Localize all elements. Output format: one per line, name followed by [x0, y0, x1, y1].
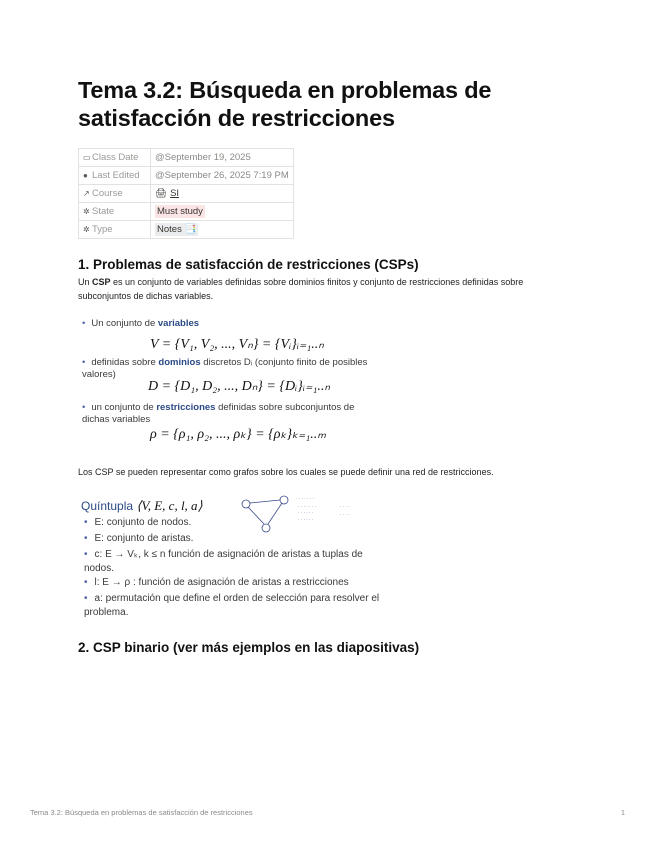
footer-page-number: 1: [620, 808, 625, 817]
property-value: Notes 📑: [157, 224, 197, 235]
status-icon: ✲: [83, 225, 90, 234]
property-row: [79, 185, 294, 203]
footer-title: Tema 3.2: Búsqueda en problemas de satisfacción de restricciones: [30, 808, 253, 817]
property-row: [79, 167, 294, 185]
property-row: [79, 221, 294, 239]
property-value[interactable]: SI: [170, 188, 180, 199]
section-heading-1: 1. Problemas de satisfacción de restricciones (CSPs): [78, 257, 419, 272]
slide-image-quintuple: [78, 494, 398, 624]
printer-icon: 🖨: [155, 188, 168, 199]
svg-text:· · · · · · ·: · · · · · · ·: [296, 496, 314, 501]
section-heading-2: 2. CSP binario (ver más ejemplos en las diapositivas): [78, 640, 420, 655]
property-key: State: [92, 206, 115, 217]
svg-text:· · · · · ·: · · · · · ·: [298, 517, 314, 522]
quintuple-item: • c: E → Vₖ, k ≤ n función de asignación de aristas a tuplas de nodos.: [84, 549, 363, 574]
quintuple-label: Quíntupla ⟨V, E, c, l, a⟩: [81, 498, 203, 513]
quintuple-item: • l: E → ρ : función de asignación de aristas a restricciones: [84, 577, 349, 588]
bullet-domains: • definidas sobre dominios discretos Dᵢ (conjunto finito de posibles valores): [82, 357, 368, 380]
property-value: @September 26, 2025 7:19 PM: [155, 170, 289, 181]
paragraph-csp-definition: Un CSP es un conjunto de variables definidas sobre dominios finitos y conjunto de restricciones definidas sobre subconjuntos de dichas variables.: [78, 277, 524, 301]
property-key: Class Date: [92, 152, 139, 163]
property-key: Type: [92, 224, 113, 235]
formula-domains: D = {D₁, D₂, ..., Dₙ} = {Dᵢ}ᵢ₌₁..ₙ: [148, 379, 330, 394]
bullet-icon: •: [84, 549, 88, 560]
calendar-icon: ▭: [83, 153, 91, 162]
property-value: Must study: [157, 206, 203, 217]
quintuple-item: • E: conjunto de nodos.: [84, 517, 192, 528]
bullet-icon: •: [84, 533, 88, 544]
page-title: Tema 3.2: Búsqueda en problemas de satisfacción de restricciones: [78, 77, 492, 131]
svg-text:· · · ·: · · · ·: [340, 504, 350, 509]
property-row: [79, 149, 294, 167]
bullet-icon: •: [84, 577, 88, 588]
property-value: @September 19, 2025: [155, 152, 251, 163]
formula-restrictions: ρ = {ρ₁, ρ₂, ..., ρₖ} = {ρₖ}ₖ₌₁..ₘ: [150, 427, 326, 442]
graph-diagram: [236, 494, 386, 534]
property-key: Course: [92, 188, 123, 199]
status-icon: ✲: [83, 207, 90, 216]
slide-image-csp-components: [78, 312, 418, 452]
property-key: Last Edited: [92, 170, 140, 181]
bullet-restrictions: • un conjunto de restricciones definidas sobre subconjuntos de dichas variables: [82, 402, 355, 425]
formula-variables: V = {V₁, V₂, ..., Vₙ} = {Vᵢ}ᵢ₌₁..ₙ: [150, 337, 324, 352]
property-row: [79, 203, 294, 221]
bullet-icon: •: [84, 593, 88, 604]
quintuple-item: • a: permutación que define el orden de selección para resolver el problema.: [84, 593, 380, 618]
bullet-icon: •: [84, 517, 88, 528]
properties-table: [78, 148, 294, 239]
bullet-variables: • Un conjunto de variables: [82, 318, 200, 329]
paragraph-csp-graphs: Los CSP se pueden representar como grafos sobre los cuales se puede definir una red de restricciones.: [78, 467, 494, 477]
svg-text:· · · ·: · · · ·: [340, 512, 350, 517]
quintuple-item: • E: conjunto de aristas.: [84, 533, 194, 544]
svg-text:· · · · · ·: · · · · · ·: [298, 510, 314, 515]
clock-icon: ●: [83, 171, 88, 180]
arrow-icon: ↗: [83, 189, 90, 198]
svg-text:· · · · · · ·: · · · · · · ·: [298, 504, 316, 509]
